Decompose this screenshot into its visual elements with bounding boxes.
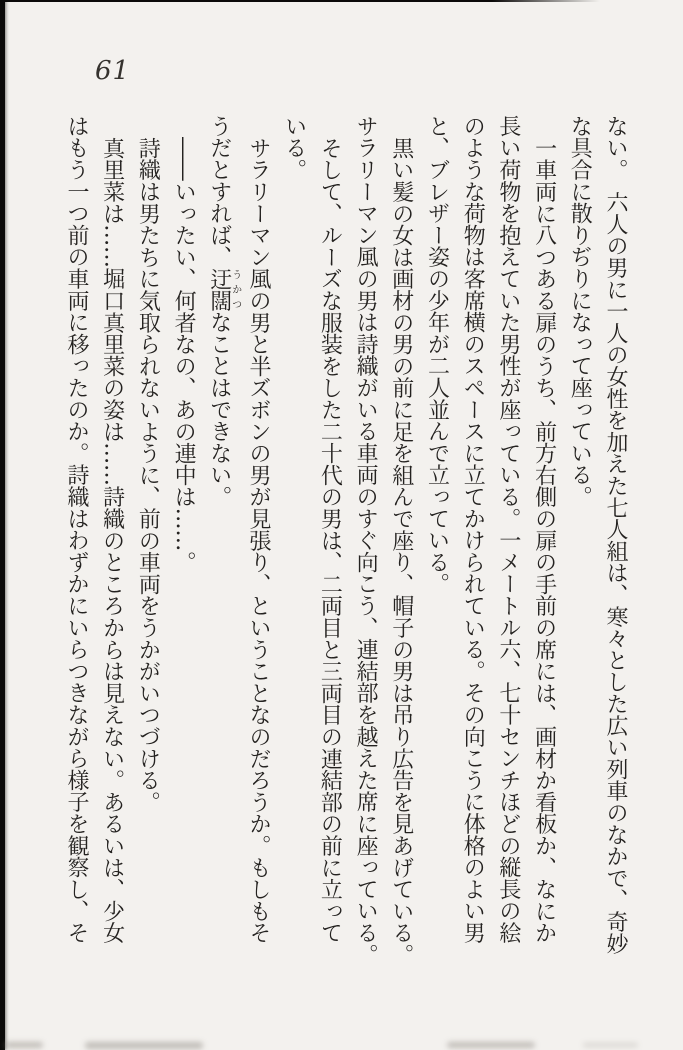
ruby-annotated-word: 迂闊うかつ [206, 267, 241, 312]
text-line-4: 長い荷物を抱えていた男性が座っている。一メートル六、七十センチほどの縦長の絵 [495, 115, 521, 944]
text-line-8: サラリーマン風の男は詩織がいる車両のすぐ向こう、連結部を越えた席に座っている。 [353, 115, 379, 966]
scan-smudge-bottom-3 [447, 1042, 535, 1048]
text-line-5: のような荷物は客席横のスペースに立てかけられている。その向こうに体格のよい男 [460, 115, 486, 944]
text-line-12: うだとすれば、迂闊うかつなことはできない。 [206, 115, 241, 508]
text-line-9: そして、ルーズな服装をした二十代の男は、二両目と三両目の連結部の前に立って [317, 137, 343, 944]
text-line-11: サラリーマン風の男と半ズボンの男が見張り、ということなのだろうか。もしもそ [245, 137, 271, 944]
text-line-16: はもう一つ前の車両に移ったのか。詩織はわずかにいらつきながら様子を観察し、そ [63, 115, 89, 944]
text-line-3: 一車両に八つある扉のうち、前方右側の扉の手前の席には、画材か看板か、なにか [531, 137, 557, 944]
scan-smudge-bottom-1 [5, 1042, 43, 1048]
text-line-13: ――いったい、何者なの、あの連中は……。 [171, 137, 197, 574]
scan-smudge-bottom-2 [85, 1042, 203, 1049]
scan-edge-left [0, 0, 5, 1050]
furigana: うかつ [229, 267, 241, 312]
text-line-1: ない。 六人の男に一人の女性を加えた七人組は、寒々とした広い列車のなかで、奇妙 [603, 115, 628, 955]
text-line-2: な具合に散りぢりになって座っている。 [567, 115, 593, 508]
text-line-7: 黒い髪の女は画材の男の前に足を組んで座り、帽子の男は吊り広告を見あげている。 [388, 137, 414, 966]
text-line-15: 真里菜は……堀口真里菜の姿は……詩織のところからは見えない。あるいは、少女 [99, 137, 125, 944]
page-number: 61 [95, 56, 131, 86]
text-line-6: と、ブレザー姿の少年が二人並んで立っている。 [424, 115, 450, 595]
text-line-10: いる。 [281, 115, 307, 181]
scan-smudge-bottom-4 [583, 1043, 638, 1047]
text-line-14: 詩織は男たちに気取られないように、前の車両をうかがいつづける。 [135, 137, 161, 813]
scan-edge-top [0, 0, 600, 2]
text-block [58, 115, 633, 981]
